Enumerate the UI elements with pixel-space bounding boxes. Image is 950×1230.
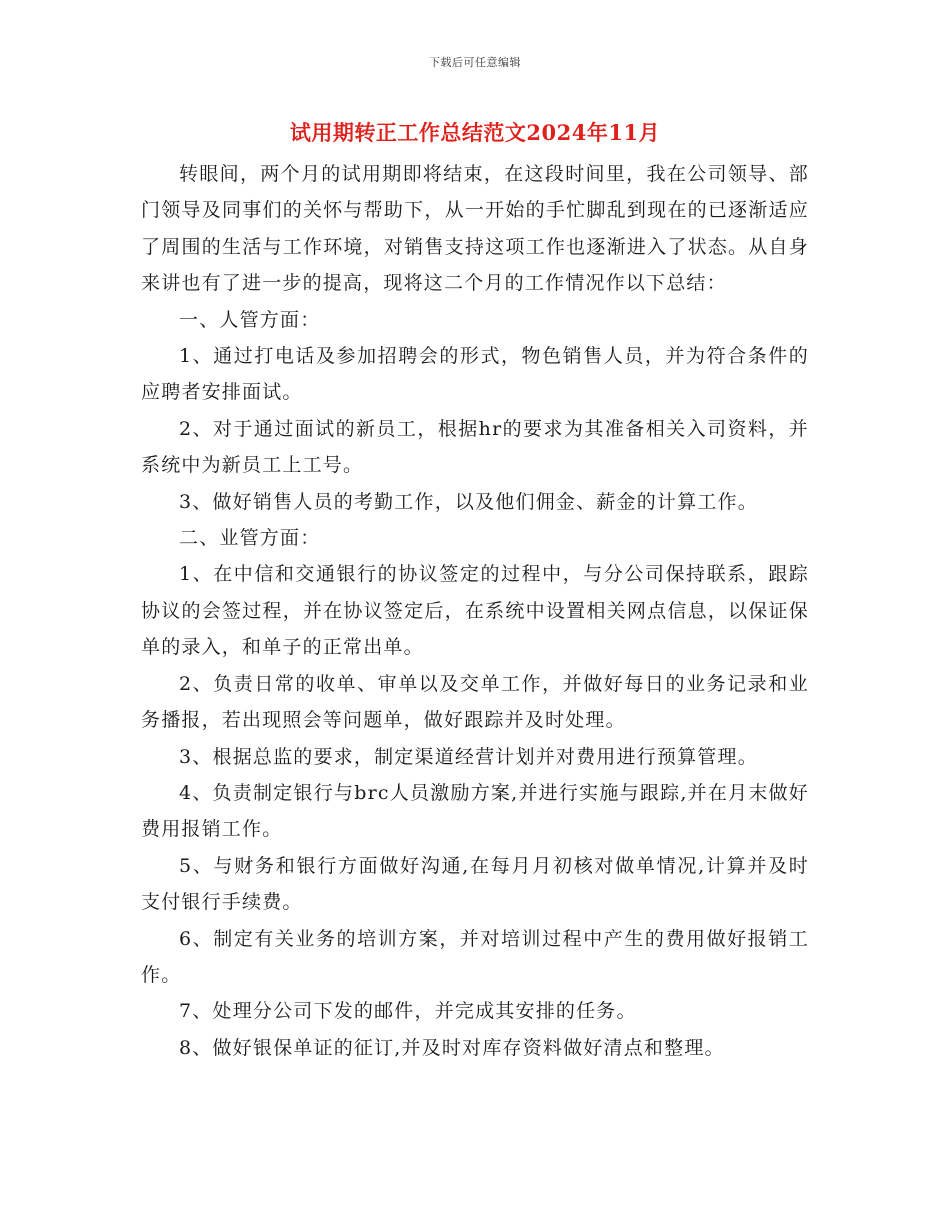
paragraph: 2、对于通过面试的新员工，根据hr的要求为其准备相关入司资料，并系统中为新员工上工号。: [141, 417, 809, 477]
paragraph: 1、通过打电话及参加招聘会的形式，物色销售人员，并为符合条件的应聘者安排面试。: [141, 345, 809, 404]
document-body: [141, 156, 809, 1066]
paragraph-intro: 转眼间，两个月的试用期即将结束，在这段时间里，我在公司领导、部门领导及同事们的关怀与帮助下，从一开始的手忙脚乱到现在的已逐渐适应了周围的生活与工作环境，对销售支持这项工作也逐渐进入了状态。从自身来讲也有了进一步的提高，现将这二个月的工作情况作以下总结：: [141, 163, 809, 295]
paragraph: 3、做好销售人员的考勤工作，以及他们佣金、薪金的计算工作。: [179, 490, 758, 513]
paragraph: 2、负责日常的收单、审单以及交单工作，并做好每日的业务记录和业务播报，若出现照会等问题单，做好跟踪并及时处理。: [141, 672, 809, 732]
section-heading-personnel: 一、人管方面：: [179, 308, 321, 331]
paragraph: 1、在中信和交通银行的协议签定的过程中，与分公司保持联系，跟踪协议的会签过程，并在协议签定后，在系统中设置相关网点信息，以保证保单的录入，和单子的正常出单。: [141, 563, 809, 659]
paragraph: 4、负责制定银行与brc人员激励方案,并进行实施与跟踪,并在月末做好费用报销工作。: [141, 781, 809, 841]
paragraph: 7、处理分公司下发的邮件，并完成其安排的任务。: [179, 1000, 637, 1023]
paragraph: 8、做好银保单证的征订,并及时对库存资料做好清点和整理。: [179, 1036, 725, 1059]
paragraph: 5、与财务和银行方面做好沟通,在每月月初核对做单情况,计算并及时支付银行手续费。: [141, 854, 809, 914]
header-note: 下载后可任意编辑: [429, 56, 521, 69]
paragraph: 6、制定有关业务的培训方案，并对培训过程中产生的费用做好报销工作。: [141, 927, 809, 986]
section-heading-business: 二、业管方面：: [179, 527, 321, 550]
paragraph: 3、根据总监的要求，制定渠道经营计划并对费用进行预算管理。: [179, 745, 758, 768]
document-title: 试用期转正工作总结范文2024年11月: [289, 120, 661, 145]
